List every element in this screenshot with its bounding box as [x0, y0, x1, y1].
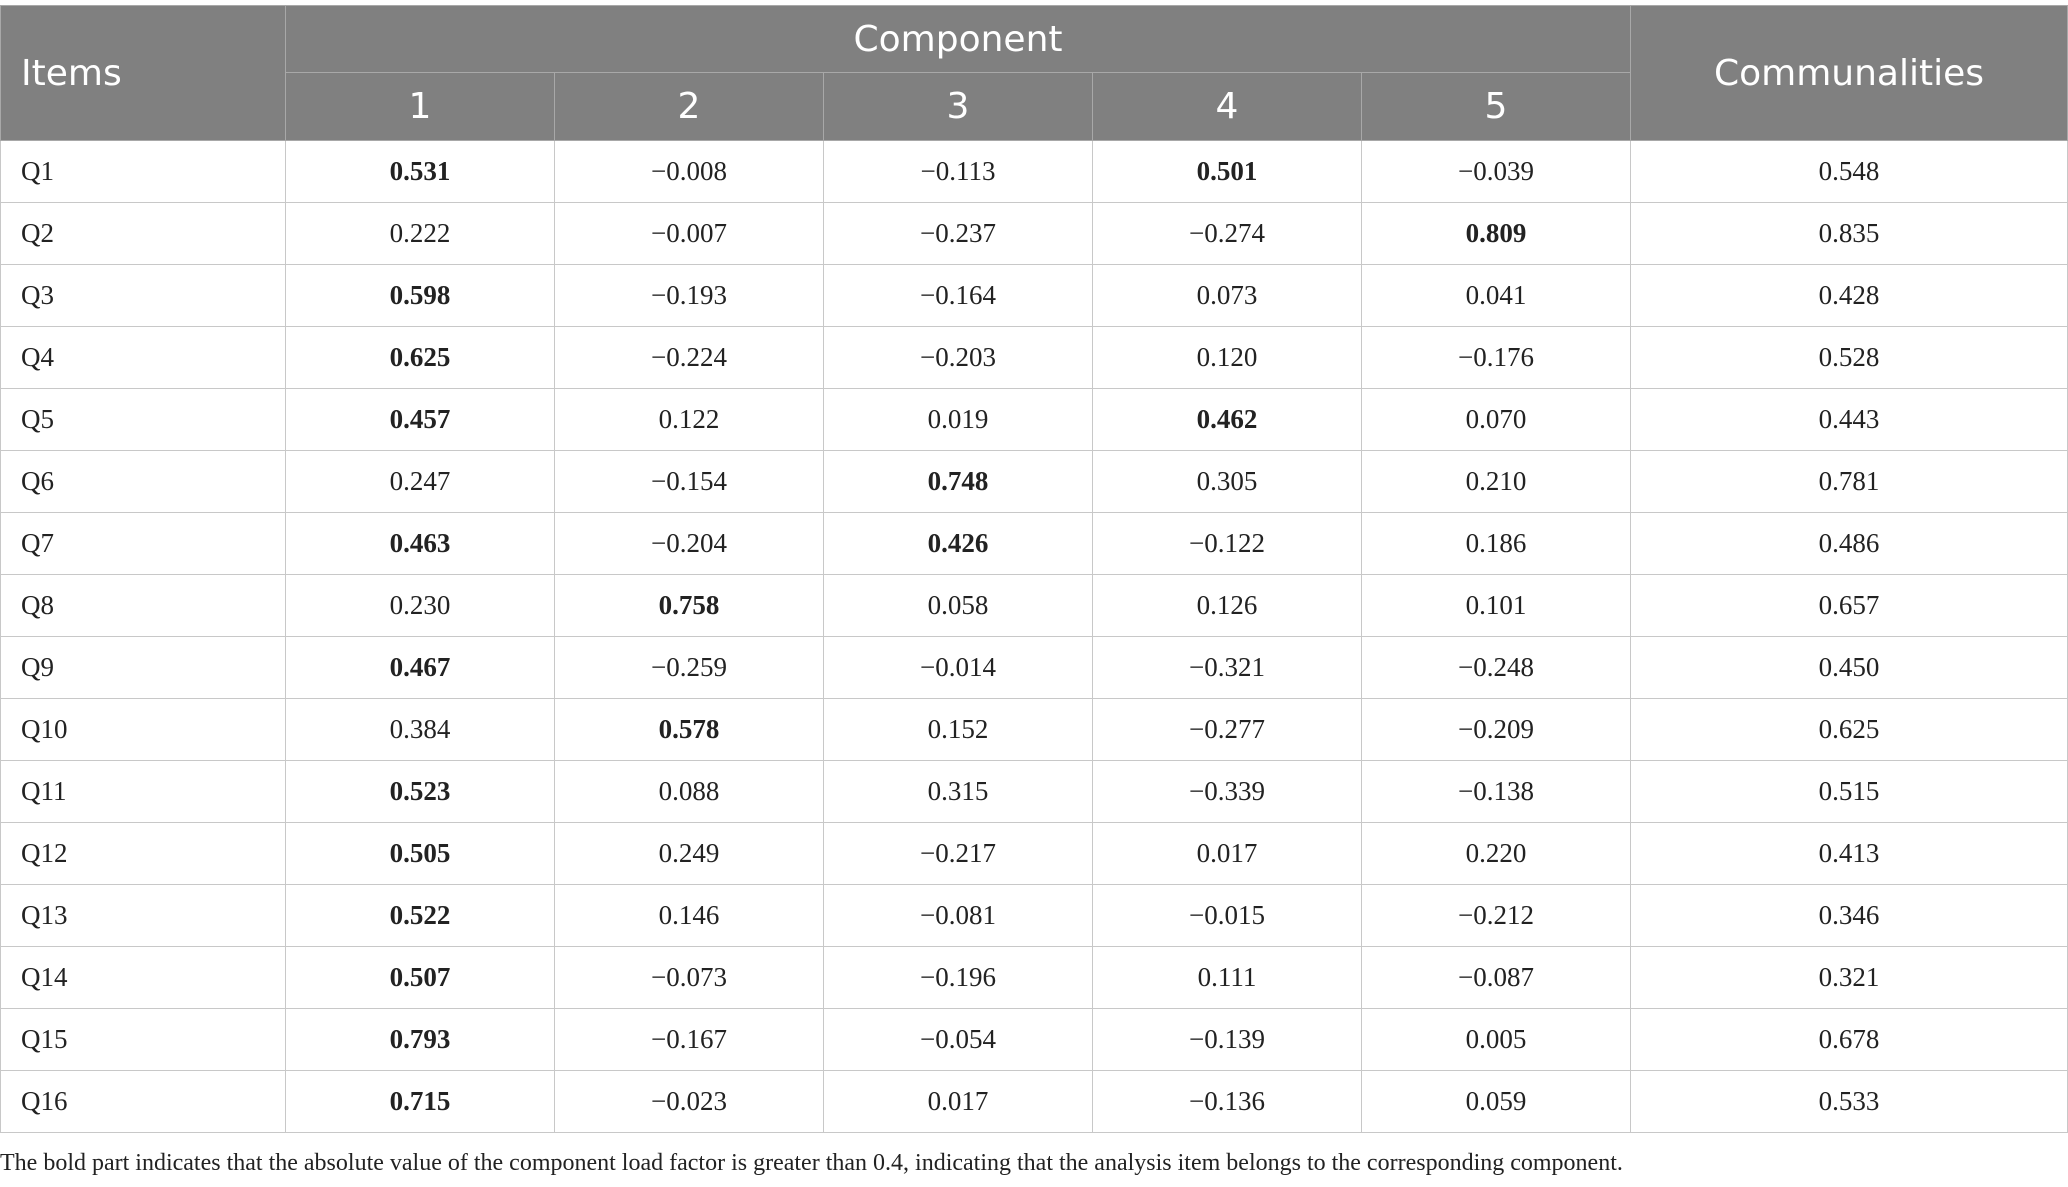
loading-cell-component-5: 0.070 — [1362, 389, 1631, 451]
component-5-header: 5 — [1362, 73, 1631, 141]
component-loadings-table — [0, 5, 2068, 1133]
communality-cell: 0.781 — [1631, 451, 2068, 513]
loading-cell-component-4: 0.305 — [1093, 451, 1362, 513]
item-cell: Q13 — [1, 885, 286, 947]
loading-cell-component-1: 0.457 — [286, 389, 555, 451]
item-cell: Q12 — [1, 823, 286, 885]
loading-cell-component-3: −0.237 — [824, 203, 1093, 265]
loading-cell-component-5: −0.176 — [1362, 327, 1631, 389]
loading-cell-component-5: −0.138 — [1362, 761, 1631, 823]
loading-cell-component-1: 0.523 — [286, 761, 555, 823]
loading-cell-component-2: −0.167 — [555, 1009, 824, 1071]
communality-cell: 0.625 — [1631, 699, 2068, 761]
loading-cell-component-3: 0.748 — [824, 451, 1093, 513]
loading-cell-component-4: 0.017 — [1093, 823, 1362, 885]
communality-cell: 0.443 — [1631, 389, 2068, 451]
communality-cell: 0.428 — [1631, 265, 2068, 327]
loading-cell-component-1: 0.505 — [286, 823, 555, 885]
table-body — [1, 141, 2068, 1133]
loading-cell-component-5: 0.809 — [1362, 203, 1631, 265]
component-2-header: 2 — [555, 73, 824, 141]
loading-cell-component-4: −0.277 — [1093, 699, 1362, 761]
loading-cell-component-5: 0.059 — [1362, 1071, 1631, 1133]
loading-cell-component-5: −0.212 — [1362, 885, 1631, 947]
loading-cell-component-1: 0.463 — [286, 513, 555, 575]
loadings-table-container — [0, 5, 2068, 1133]
loading-cell-component-3: 0.019 — [824, 389, 1093, 451]
loading-cell-component-3: −0.113 — [824, 141, 1093, 203]
loading-cell-component-5: 0.101 — [1362, 575, 1631, 637]
loading-cell-component-3: 0.058 — [824, 575, 1093, 637]
table-row — [1, 389, 2068, 451]
loading-cell-component-5: 0.186 — [1362, 513, 1631, 575]
communality-cell: 0.528 — [1631, 327, 2068, 389]
loading-cell-component-1: 0.467 — [286, 637, 555, 699]
table-row — [1, 203, 2068, 265]
loading-cell-component-3: −0.081 — [824, 885, 1093, 947]
loading-cell-component-2: −0.224 — [555, 327, 824, 389]
loading-cell-component-4: −0.136 — [1093, 1071, 1362, 1133]
loading-cell-component-1: 0.222 — [286, 203, 555, 265]
loading-cell-component-2: −0.259 — [555, 637, 824, 699]
component-1-header: 1 — [286, 73, 555, 141]
loading-cell-component-3: −0.203 — [824, 327, 1093, 389]
communality-cell: 0.346 — [1631, 885, 2068, 947]
table-footnote: The bold part indicates that the absolute value of the component load factor is greater than 0.4, indicating that the analysis item belongs to the corresponding component. — [0, 1150, 1623, 1176]
loading-cell-component-1: 0.625 — [286, 327, 555, 389]
header-row-top — [1, 6, 2068, 73]
loading-cell-component-5: −0.248 — [1362, 637, 1631, 699]
component-3-header: 3 — [824, 73, 1093, 141]
component-group-header: Component — [286, 6, 1631, 73]
communality-cell: 0.548 — [1631, 141, 2068, 203]
loading-cell-component-1: 0.598 — [286, 265, 555, 327]
communality-cell: 0.533 — [1631, 1071, 2068, 1133]
loading-cell-component-3: −0.054 — [824, 1009, 1093, 1071]
loading-cell-component-3: −0.014 — [824, 637, 1093, 699]
loading-cell-component-5: −0.087 — [1362, 947, 1631, 1009]
loading-cell-component-5: −0.039 — [1362, 141, 1631, 203]
item-cell: Q4 — [1, 327, 286, 389]
loading-cell-component-2: −0.193 — [555, 265, 824, 327]
loading-cell-component-4: −0.274 — [1093, 203, 1362, 265]
item-cell: Q8 — [1, 575, 286, 637]
loading-cell-component-5: 0.005 — [1362, 1009, 1631, 1071]
loading-cell-component-1: 0.522 — [286, 885, 555, 947]
loading-cell-component-1: 0.507 — [286, 947, 555, 1009]
item-cell: Q16 — [1, 1071, 286, 1133]
table-row — [1, 1071, 2068, 1133]
communality-cell: 0.657 — [1631, 575, 2068, 637]
table-row — [1, 575, 2068, 637]
loading-cell-component-2: 0.122 — [555, 389, 824, 451]
loading-cell-component-4: 0.120 — [1093, 327, 1362, 389]
loading-cell-component-2: 0.146 — [555, 885, 824, 947]
table-row — [1, 947, 2068, 1009]
table-row — [1, 451, 2068, 513]
loading-cell-component-3: 0.315 — [824, 761, 1093, 823]
loading-cell-component-3: 0.152 — [824, 699, 1093, 761]
loading-cell-component-4: 0.111 — [1093, 947, 1362, 1009]
communality-cell: 0.835 — [1631, 203, 2068, 265]
loading-cell-component-4: −0.122 — [1093, 513, 1362, 575]
loading-cell-component-4: −0.321 — [1093, 637, 1362, 699]
item-cell: Q11 — [1, 761, 286, 823]
table-row — [1, 513, 2068, 575]
loading-cell-component-5: 0.220 — [1362, 823, 1631, 885]
communality-cell: 0.678 — [1631, 1009, 2068, 1071]
loading-cell-component-2: −0.007 — [555, 203, 824, 265]
loading-cell-component-3: 0.017 — [824, 1071, 1093, 1133]
loading-cell-component-4: −0.139 — [1093, 1009, 1362, 1071]
loading-cell-component-1: 0.230 — [286, 575, 555, 637]
loading-cell-component-4: 0.462 — [1093, 389, 1362, 451]
table-row — [1, 141, 2068, 203]
items-column-header: Items — [1, 6, 286, 141]
table-header — [1, 6, 2068, 141]
communality-cell: 0.321 — [1631, 947, 2068, 1009]
communalities-column-header: Communalities — [1631, 6, 2068, 141]
loading-cell-component-1: 0.247 — [286, 451, 555, 513]
loading-cell-component-2: −0.204 — [555, 513, 824, 575]
item-cell: Q10 — [1, 699, 286, 761]
table-row — [1, 265, 2068, 327]
item-cell: Q9 — [1, 637, 286, 699]
loading-cell-component-4: 0.073 — [1093, 265, 1362, 327]
item-cell: Q14 — [1, 947, 286, 1009]
loading-cell-component-2: −0.073 — [555, 947, 824, 1009]
communality-cell: 0.450 — [1631, 637, 2068, 699]
loading-cell-component-5: 0.210 — [1362, 451, 1631, 513]
communality-cell: 0.486 — [1631, 513, 2068, 575]
loading-cell-component-1: 0.384 — [286, 699, 555, 761]
item-cell: Q15 — [1, 1009, 286, 1071]
loading-cell-component-1: 0.531 — [286, 141, 555, 203]
item-cell: Q5 — [1, 389, 286, 451]
item-cell: Q6 — [1, 451, 286, 513]
item-cell: Q3 — [1, 265, 286, 327]
component-4-header: 4 — [1093, 73, 1362, 141]
item-cell: Q2 — [1, 203, 286, 265]
loading-cell-component-5: 0.041 — [1362, 265, 1631, 327]
loading-cell-component-2: 0.249 — [555, 823, 824, 885]
loading-cell-component-3: −0.217 — [824, 823, 1093, 885]
loading-cell-component-2: 0.578 — [555, 699, 824, 761]
table-row — [1, 885, 2068, 947]
loading-cell-component-3: 0.426 — [824, 513, 1093, 575]
loading-cell-component-4: −0.339 — [1093, 761, 1362, 823]
table-row — [1, 1009, 2068, 1071]
communality-cell: 0.515 — [1631, 761, 2068, 823]
table-row — [1, 327, 2068, 389]
item-cell: Q7 — [1, 513, 286, 575]
table-row — [1, 637, 2068, 699]
loading-cell-component-5: −0.209 — [1362, 699, 1631, 761]
loading-cell-component-2: −0.008 — [555, 141, 824, 203]
loading-cell-component-3: −0.164 — [824, 265, 1093, 327]
table-row — [1, 699, 2068, 761]
loading-cell-component-3: −0.196 — [824, 947, 1093, 1009]
loading-cell-component-4: 0.126 — [1093, 575, 1362, 637]
communality-cell: 0.413 — [1631, 823, 2068, 885]
loading-cell-component-2: 0.088 — [555, 761, 824, 823]
loading-cell-component-1: 0.793 — [286, 1009, 555, 1071]
loading-cell-component-4: −0.015 — [1093, 885, 1362, 947]
loading-cell-component-4: 0.501 — [1093, 141, 1362, 203]
table-row — [1, 761, 2068, 823]
loading-cell-component-2: 0.758 — [555, 575, 824, 637]
loading-cell-component-2: −0.154 — [555, 451, 824, 513]
item-cell: Q1 — [1, 141, 286, 203]
loading-cell-component-2: −0.023 — [555, 1071, 824, 1133]
loading-cell-component-1: 0.715 — [286, 1071, 555, 1133]
table-row — [1, 823, 2068, 885]
